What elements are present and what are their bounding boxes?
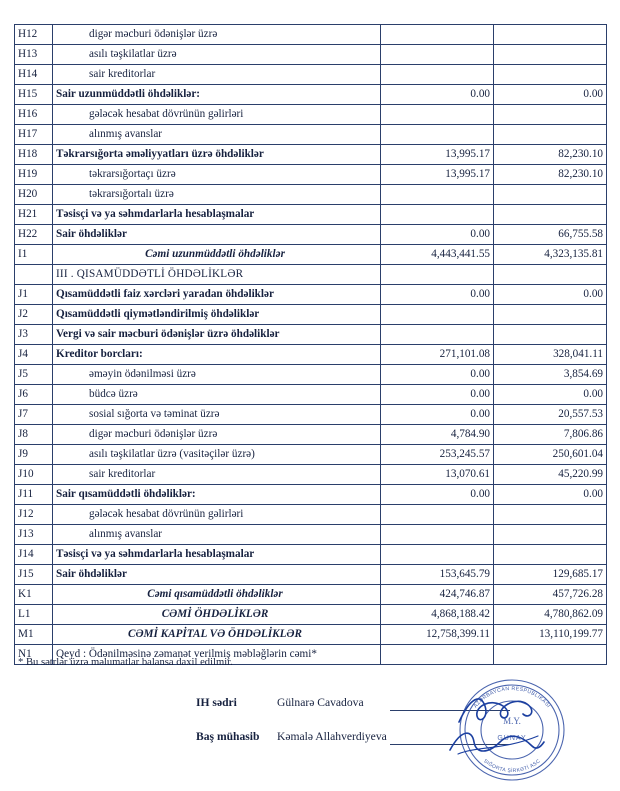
row-label: digər məcburi ödənişlər üzrə: [53, 425, 381, 445]
row-value-period2: 0.00: [494, 85, 607, 105]
row-value-period2: 457,726.28: [494, 585, 607, 605]
row-label: CƏMİ KAPİTAL VƏ ÖHDƏLİKLƏR: [53, 625, 381, 645]
row-value-period1: 0.00: [381, 485, 494, 505]
row-code: J11: [15, 485, 53, 505]
row-value-period2: 4,323,135.81: [494, 245, 607, 265]
row-value-period1: 253,245.57: [381, 445, 494, 465]
row-code: J14: [15, 545, 53, 565]
table-row: [15, 165, 607, 185]
row-label: asılı təşkilatlar üzrə: [53, 45, 381, 65]
table-row: [15, 405, 607, 425]
row-code: H14: [15, 65, 53, 85]
row-code: J15: [15, 565, 53, 585]
row-value-period1: [381, 265, 494, 285]
row-value-period2: 45,220.99: [494, 465, 607, 485]
row-label: Cəmi qısamüddətli öhdəliklər: [53, 585, 381, 605]
table-row: [15, 485, 607, 505]
row-code: H19: [15, 165, 53, 185]
row-label: III . QISAMÜDDƏTLİ ÖHDƏLİKLƏR: [53, 265, 381, 285]
row-code: J1: [15, 285, 53, 305]
row-value-period2: 13,110,199.77: [494, 625, 607, 645]
row-value-period1: [381, 305, 494, 325]
row-label: Qeyd : Ödənilməsinə zəmanət verilmiş məbləğlərin cəmi*: [53, 645, 381, 665]
row-value-period1: 4,868,188.42: [381, 605, 494, 625]
row-value-period2: [494, 125, 607, 145]
row-value-period1: [381, 645, 494, 665]
table-row: [15, 145, 607, 165]
table-row: [15, 65, 607, 85]
row-label: sair kreditorlar: [53, 465, 381, 485]
row-value-period2: 328,041.11: [494, 345, 607, 365]
row-value-period1: 12,758,399.11: [381, 625, 494, 645]
row-code: I1: [15, 245, 53, 265]
table-body: [15, 25, 607, 665]
row-value-period1: [381, 65, 494, 85]
row-value-period1: [381, 525, 494, 545]
table-row: [15, 305, 607, 325]
row-value-period2: 82,230.10: [494, 165, 607, 185]
row-value-period2: [494, 185, 607, 205]
row-value-period1: [381, 45, 494, 65]
row-code: H21: [15, 205, 53, 225]
row-value-period1: 0.00: [381, 285, 494, 305]
row-label: CƏMİ ÖHDƏLİKLƏR: [53, 605, 381, 625]
row-value-period2: [494, 205, 607, 225]
row-label: asılı təşkilatlar üzrə (vasitəçilər üzrə): [53, 445, 381, 465]
row-code: J4: [15, 345, 53, 365]
row-label: Qısamüddətli faiz xərcləri yaradan öhdəliklər: [53, 285, 381, 305]
row-label: alınmış avanslar: [53, 125, 381, 145]
table-row: [15, 365, 607, 385]
row-value-period1: [381, 25, 494, 45]
row-code: K1: [15, 585, 53, 605]
row-code: H18: [15, 145, 53, 165]
table-row: [15, 265, 607, 285]
row-value-period1: 0.00: [381, 225, 494, 245]
row-value-period1: 13,995.17: [381, 145, 494, 165]
row-value-period2: [494, 45, 607, 65]
row-value-period2: 0.00: [494, 285, 607, 305]
row-code: J10: [15, 465, 53, 485]
row-value-period1: 4,784.90: [381, 425, 494, 445]
row-code: H22: [15, 225, 53, 245]
row-value-period2: [494, 105, 607, 125]
table-row: [15, 385, 607, 405]
row-label: Sair qısamüddətli öhdəliklər:: [53, 485, 381, 505]
row-label: Sair uzunmüddətli öhdəliklər:: [53, 85, 381, 105]
row-value-period1: 0.00: [381, 405, 494, 425]
table-row: [15, 325, 607, 345]
document-page: [0, 24, 620, 791]
table-row: [15, 25, 607, 45]
row-value-period2: 66,755.58: [494, 225, 607, 245]
row-label: Cəmi uzunmüddətli öhdəliklər: [53, 245, 381, 265]
row-value-period2: 129,685.17: [494, 565, 607, 585]
row-value-period2: [494, 645, 607, 665]
row-label: əməyin ödənilməsi üzrə: [53, 365, 381, 385]
row-code: L1: [15, 605, 53, 625]
table-row: [15, 125, 607, 145]
row-label: Vergi və sair məcburi ödənişlər üzrə öhdəliklər: [53, 325, 381, 345]
table-row: [15, 585, 607, 605]
table-row: [15, 285, 607, 305]
row-code: H16: [15, 105, 53, 125]
row-value-period1: [381, 105, 494, 125]
row-code: H17: [15, 125, 53, 145]
row-value-period1: 13,995.17: [381, 165, 494, 185]
table-row: [15, 105, 607, 125]
row-value-period2: 3,854.69: [494, 365, 607, 385]
signature-name: Kəmalə Allahverdiyeva: [277, 730, 387, 743]
table-row: [15, 605, 607, 625]
row-code: J7: [15, 405, 53, 425]
row-value-period2: 4,780,862.09: [494, 605, 607, 625]
row-value-period2: 20,557.53: [494, 405, 607, 425]
table-row: [15, 445, 607, 465]
row-label: sair kreditorlar: [53, 65, 381, 85]
table-row: [15, 225, 607, 245]
row-value-period1: 271,101.08: [381, 345, 494, 365]
row-code: J9: [15, 445, 53, 465]
row-value-period1: [381, 125, 494, 145]
table-row: [15, 345, 607, 365]
signature-title: Baş mühasib: [196, 730, 260, 743]
row-value-period1: 13,070.61: [381, 465, 494, 485]
row-label: büdcə üzrə: [53, 385, 381, 405]
row-value-period2: 82,230.10: [494, 145, 607, 165]
row-code: J8: [15, 425, 53, 445]
table-row: [15, 465, 607, 485]
row-value-period1: [381, 185, 494, 205]
row-value-period2: [494, 545, 607, 565]
table-row: [15, 185, 607, 205]
row-value-period1: 0.00: [381, 365, 494, 385]
row-value-period2: [494, 265, 607, 285]
table-row: [15, 245, 607, 265]
table-row: [15, 505, 607, 525]
row-label: təkrarsığortalı üzrə: [53, 185, 381, 205]
row-label: Təsisçi və ya səhmdarlarla hesablaşmalar: [53, 205, 381, 225]
row-code: J13: [15, 525, 53, 545]
row-code: J3: [15, 325, 53, 345]
table-row: [15, 625, 607, 645]
signature-scribble-accountant: [448, 724, 548, 760]
table-row: [15, 545, 607, 565]
svg-text:AZƏRBAYCAN RESPUBLİKASI: AZƏRBAYCAN RESPUBLİKASI: [472, 685, 552, 710]
table-row: [15, 425, 607, 445]
table-row: [15, 205, 607, 225]
row-label: Qısamüddətli qiymətləndirilmiş öhdəliklər: [53, 305, 381, 325]
row-code: J6: [15, 385, 53, 405]
row-value-period2: [494, 505, 607, 525]
row-value-period2: [494, 25, 607, 45]
table-row: [15, 525, 607, 545]
row-label: sosial sığorta və təminat üzrə: [53, 405, 381, 425]
row-label: Təsisçi və ya səhmdarlarla hesablaşmalar: [53, 545, 381, 565]
row-value-period1: [381, 325, 494, 345]
row-label: Kreditor borcları:: [53, 345, 381, 365]
row-code: H20: [15, 185, 53, 205]
row-label: gələcək hesabat dövrünün gəlirləri: [53, 105, 381, 125]
row-code: N1: [15, 645, 53, 665]
row-value-period1: [381, 205, 494, 225]
row-label: gələcək hesabat dövrünün gəlirləri: [53, 505, 381, 525]
signature-name: Gülnarə Cavadova: [277, 696, 364, 709]
row-value-period2: [494, 525, 607, 545]
row-code: J2: [15, 305, 53, 325]
row-label: Təkrarsığorta əməliyyatları üzrə öhdəliklər: [53, 145, 381, 165]
row-code: H12: [15, 25, 53, 45]
row-label: Sair öhdəliklər: [53, 225, 381, 245]
svg-text:SIĞORTA ŞİRKƏTİ ASC: SIĞORTA ŞİRKƏTİ ASC: [482, 758, 542, 775]
row-value-period1: 4,443,441.55: [381, 245, 494, 265]
row-code: [15, 265, 53, 285]
row-value-period2: 0.00: [494, 385, 607, 405]
row-value-period1: 0.00: [381, 385, 494, 405]
row-value-period1: 153,645.79: [381, 565, 494, 585]
row-code: M1: [15, 625, 53, 645]
row-value-period2: [494, 325, 607, 345]
row-value-period2: 0.00: [494, 485, 607, 505]
table-row: [15, 45, 607, 65]
row-label: Sair öhdəliklər: [53, 565, 381, 585]
row-value-period1: [381, 505, 494, 525]
row-value-period2: [494, 305, 607, 325]
row-code: J12: [15, 505, 53, 525]
row-value-period2: 7,806.86: [494, 425, 607, 445]
row-value-period1: 0.00: [381, 85, 494, 105]
footnote-text: * Bu sətrlər üzrə məlumatlar balansa daxil edilmir.: [18, 657, 233, 668]
row-value-period2: 250,601.04: [494, 445, 607, 465]
signature-title: IH sədri: [196, 696, 237, 709]
row-value-period2: [494, 65, 607, 85]
row-code: J5: [15, 365, 53, 385]
table-row: [15, 85, 607, 105]
row-code: H13: [15, 45, 53, 65]
table-row: [15, 565, 607, 585]
row-value-period1: 424,746.87: [381, 585, 494, 605]
row-code: H15: [15, 85, 53, 105]
balance-liabilities-table: [14, 24, 607, 665]
row-label: digər məcburi ödənişlər üzrə: [53, 25, 381, 45]
svg-text:M.Y.: M.Y.: [503, 716, 521, 726]
row-value-period1: [381, 545, 494, 565]
row-label: təkrarsığortaçı üzrə: [53, 165, 381, 185]
svg-text:GÜNAY: GÜNAY: [497, 735, 527, 742]
row-label: alınmış avanslar: [53, 525, 381, 545]
